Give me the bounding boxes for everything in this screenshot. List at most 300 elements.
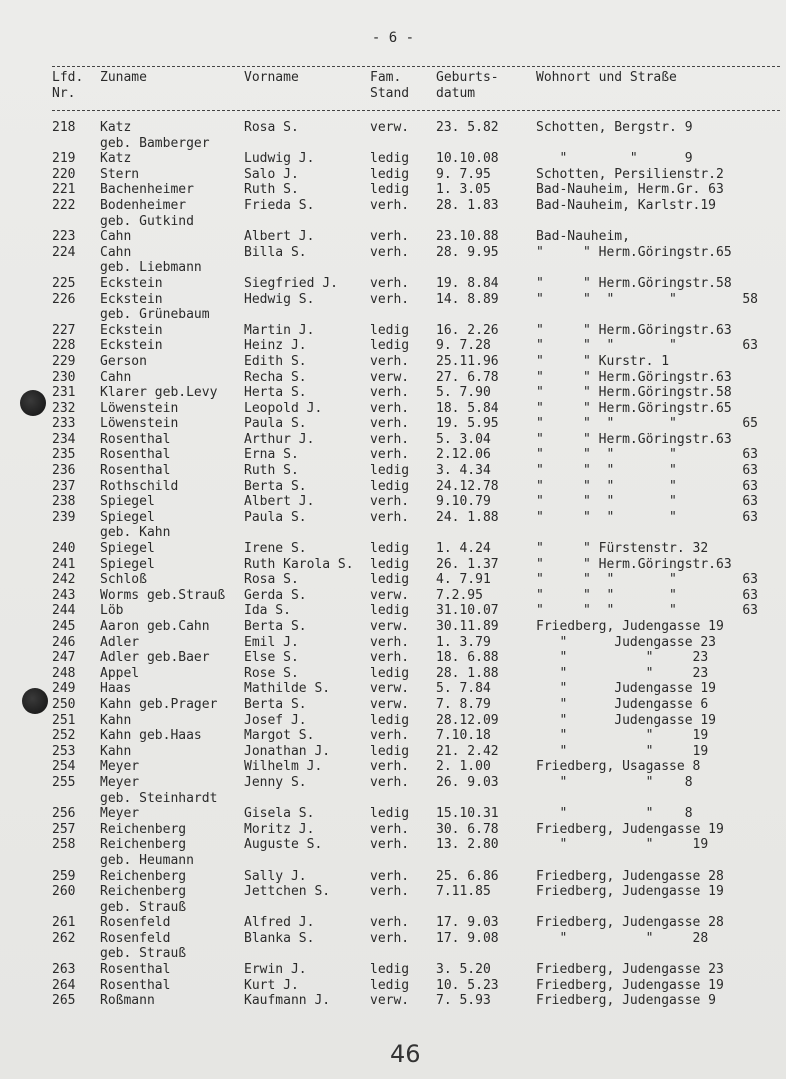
cell-zuname: Spiegel <box>100 494 155 510</box>
cell-nr: 237 <box>52 478 76 494</box>
table-row <box>0 198 786 214</box>
cell-geb: 10. 5.23 <box>436 977 499 993</box>
cell-nr: 255 <box>52 774 76 790</box>
cell-zuname: geb. Heumann <box>100 852 194 868</box>
cell-wohnort: Schotten, Bergstr. 9 <box>536 120 693 135</box>
cell-zuname: Spiegel <box>100 509 155 525</box>
table-row <box>0 791 786 807</box>
cell-wohnort: " " " " <box>536 478 677 494</box>
cell-nr: 225 <box>52 275 76 291</box>
cell-geb: 7.11.85 <box>436 884 491 900</box>
cell-no: 58 <box>742 291 758 307</box>
table-row <box>0 853 786 869</box>
table-row <box>0 323 786 339</box>
cell-nr: 241 <box>52 556 76 572</box>
table-row <box>0 884 786 900</box>
table-row <box>0 229 786 245</box>
header-fam-1: Fam. <box>370 70 402 85</box>
cell-vorname: Rosa S. <box>244 120 299 135</box>
table-row <box>0 837 786 853</box>
table-row <box>0 167 786 183</box>
cell-vorname: Gisela S. <box>244 806 315 822</box>
header-nr-1: Lfd. <box>52 70 84 85</box>
table-row <box>0 713 786 729</box>
cell-zuname: Cahn <box>100 369 132 385</box>
cell-geb: 25. 6.86 <box>436 868 499 884</box>
cell-nr: 223 <box>52 229 76 245</box>
cell-vorname: Berta S. <box>244 478 307 494</box>
cell-geb: 30. 6.78 <box>436 821 499 837</box>
header-fam-2: Stand <box>370 86 410 101</box>
cell-wohnort: " " " " <box>536 447 677 463</box>
cell-fam: verw. <box>370 120 410 135</box>
cell-geb: 28.12.09 <box>436 712 499 728</box>
header-wohnort: Wohnort und Straße <box>536 70 677 85</box>
cell-geb: 5. 7.84 <box>436 681 491 697</box>
cell-fam: verh. <box>370 385 410 401</box>
cell-fam: ledig <box>370 665 410 681</box>
cell-geb: 5. 3.04 <box>436 431 491 447</box>
cell-geb: 16. 2.26 <box>436 322 499 338</box>
cell-fam: verh. <box>370 509 410 525</box>
cell-geb: 19. 8.84 <box>436 275 499 291</box>
cell-wohnort: Friedberg, Usagasse 8 <box>536 759 701 775</box>
cell-wohnort: " " " " <box>536 572 677 588</box>
cell-wohnort: " " Herm.Göringstr.65 <box>536 244 732 260</box>
cell-vorname: Jonathan J. <box>244 743 331 759</box>
cell-no: 63 <box>742 478 758 494</box>
cell-geb: 23.10.88 <box>436 229 499 245</box>
table-row <box>0 370 786 386</box>
cell-vorname: Gerda S. <box>244 587 307 603</box>
header-nr-2: Nr. <box>52 86 76 101</box>
cell-zuname: geb. Bamberger <box>100 135 210 151</box>
cell-geb: 15.10.31 <box>436 806 499 822</box>
cell-wohnort: Friedberg, Judengasse 19 <box>536 821 724 837</box>
cell-wohnort: " " 9 <box>536 151 693 167</box>
cell-geb: 9. 7.28 <box>436 338 491 354</box>
cell-wohnort: " " " " <box>536 603 677 619</box>
cell-fam: verh. <box>370 868 410 884</box>
cell-wohnort: " Judengasse 23 <box>536 634 717 650</box>
cell-vorname: Jettchen S. <box>244 884 331 900</box>
cell-zuname: Katz <box>100 120 132 135</box>
cell-fam: ledig <box>370 572 410 588</box>
table-row <box>0 697 786 713</box>
cell-fam: verh. <box>370 291 410 307</box>
cell-wohnort: " " " " <box>536 463 677 479</box>
table-row <box>0 510 786 526</box>
cell-nr: 244 <box>52 603 76 619</box>
cell-fam: verh. <box>370 244 410 260</box>
cell-nr: 262 <box>52 930 76 946</box>
cell-nr: 219 <box>52 151 76 167</box>
cell-zuname: geb. Strauß <box>100 946 187 962</box>
cell-geb: 7.2.95 <box>436 587 483 603</box>
cell-fam: verw. <box>370 619 410 634</box>
cell-wohnort: " Judengasse 19 <box>536 681 717 697</box>
cell-fam: verw. <box>370 993 410 1009</box>
cell-geb: 5. 7.90 <box>436 385 491 401</box>
cell-zuname: Löwenstein <box>100 416 179 432</box>
cell-wohnort: " Judengasse 6 <box>536 696 709 712</box>
cell-vorname: Salo J. <box>244 166 299 182</box>
cell-fam: verh. <box>370 930 410 946</box>
cell-fam: verh. <box>370 884 410 900</box>
cell-zuname: Reichenberg <box>100 821 187 837</box>
cell-zuname: geb. Strauß <box>100 899 187 915</box>
cell-nr: 247 <box>52 650 76 666</box>
cell-nr: 264 <box>52 977 76 993</box>
header-zuname: Zuname <box>100 70 147 85</box>
cell-nr: 249 <box>52 681 76 697</box>
cell-vorname: Auguste S. <box>244 837 323 853</box>
table-row <box>0 416 786 432</box>
cell-vorname: Berta S. <box>244 696 307 712</box>
cell-fam: ledig <box>370 478 410 494</box>
cell-geb: 28. 1.83 <box>436 197 499 213</box>
cell-fam: ledig <box>370 182 410 198</box>
table-row <box>0 307 786 323</box>
cell-vorname: Wilhelm J. <box>244 759 323 775</box>
cell-wohnort: Friedberg, Judengasse 19 <box>536 977 724 993</box>
cell-geb: 13. 2.80 <box>436 837 499 853</box>
cell-wohnort: " " Herm.Göringstr.58 <box>536 385 732 401</box>
table-row <box>0 822 786 838</box>
cell-geb: 4. 7.91 <box>436 572 491 588</box>
cell-geb: 3. 4.34 <box>436 463 491 479</box>
cell-vorname: Margot S. <box>244 728 315 744</box>
cell-vorname: Rose S. <box>244 665 299 681</box>
cell-zuname: Stern <box>100 166 140 182</box>
cell-no: 65 <box>742 416 758 432</box>
cell-nr: 251 <box>52 712 76 728</box>
cell-wohnort: " " 19 <box>536 743 709 759</box>
cell-vorname: Recha S. <box>244 369 307 385</box>
cell-zuname: Löwenstein <box>100 400 179 416</box>
table-body <box>0 120 786 1009</box>
table-row <box>0 603 786 619</box>
cell-geb: 2. 1.00 <box>436 759 491 775</box>
cell-zuname: Rosenfeld <box>100 915 171 931</box>
cell-zuname: Appel <box>100 665 140 681</box>
cell-fam: ledig <box>370 166 410 182</box>
cell-nr: 250 <box>52 696 76 712</box>
cell-geb: 2.12.06 <box>436 447 491 463</box>
cell-zuname: Kahn <box>100 712 132 728</box>
cell-geb: 17. 9.03 <box>436 915 499 931</box>
cell-vorname: Jenny S. <box>244 774 307 790</box>
cell-vorname: Paula S. <box>244 416 307 432</box>
cell-zuname: Katz <box>100 151 132 167</box>
header-vorname: Vorname <box>244 70 299 85</box>
cell-geb: 7. 5.93 <box>436 993 491 1009</box>
cell-vorname: Ludwig J. <box>244 151 315 167</box>
cell-zuname: Rothschild <box>100 478 179 494</box>
cell-zuname: geb. Kahn <box>100 525 171 541</box>
cell-nr: 224 <box>52 244 76 260</box>
cell-geb: 1. 4.24 <box>436 541 491 557</box>
cell-wohnort: Schotten, Persilienstr.2 <box>536 166 724 182</box>
cell-vorname: Kurt J. <box>244 977 299 993</box>
cell-zuname: Rosenthal <box>100 977 171 993</box>
cell-no: 63 <box>742 603 758 619</box>
cell-zuname: Kahn geb.Prager <box>100 696 218 712</box>
cell-wohnort: " " " " <box>536 509 677 525</box>
cell-vorname: Ruth S. <box>244 463 299 479</box>
table-row <box>0 915 786 931</box>
cell-fam: ledig <box>370 712 410 728</box>
cell-geb: 3. 5.20 <box>436 962 491 978</box>
cell-vorname: Emil J. <box>244 634 299 650</box>
cell-zuname: Roßmann <box>100 993 155 1009</box>
cell-wohnort: " " " " <box>536 587 677 603</box>
cell-vorname: Edith S. <box>244 353 307 369</box>
cell-fam: verh. <box>370 447 410 463</box>
cell-nr: 259 <box>52 868 76 884</box>
cell-geb: 26. 9.03 <box>436 774 499 790</box>
cell-vorname: Ida S. <box>244 603 291 619</box>
cell-wohnort: Bad-Nauheim, Karlstr.19 <box>536 197 717 213</box>
table-row <box>0 666 786 682</box>
cell-fam: verw. <box>370 681 410 697</box>
cell-geb: 9.10.79 <box>436 494 491 510</box>
cell-vorname: Rosa S. <box>244 572 299 588</box>
cell-zuname: Spiegel <box>100 556 155 572</box>
table-row <box>0 900 786 916</box>
table-row <box>0 557 786 573</box>
cell-geb: 24. 1.88 <box>436 509 499 525</box>
cell-nr: 226 <box>52 291 76 307</box>
table-row <box>0 775 786 791</box>
cell-nr: 253 <box>52 743 76 759</box>
cell-fam: ledig <box>370 806 410 822</box>
header-geb-2: datum <box>436 86 476 101</box>
cell-vorname: Erna S. <box>244 447 299 463</box>
table-row <box>0 401 786 417</box>
cell-geb: 28. 1.88 <box>436 665 499 681</box>
table-row <box>0 962 786 978</box>
cell-zuname: Meyer <box>100 806 140 822</box>
table-header <box>0 70 786 108</box>
cell-no: 63 <box>742 463 758 479</box>
table-row <box>0 120 786 136</box>
table-row <box>0 728 786 744</box>
cell-zuname: Spiegel <box>100 541 155 557</box>
cell-zuname: Gerson <box>100 353 147 369</box>
cell-no: 63 <box>742 587 758 603</box>
table-row <box>0 214 786 230</box>
cell-nr: 243 <box>52 587 76 603</box>
table-row <box>0 432 786 448</box>
table-row <box>0 260 786 276</box>
table-row <box>0 494 786 510</box>
cell-nr: 265 <box>52 993 76 1009</box>
cell-zuname: Klarer geb.Levy <box>100 385 218 401</box>
cell-nr: 261 <box>52 915 76 931</box>
cell-zuname: Adler geb.Baer <box>100 650 210 666</box>
cell-fam: verh. <box>370 759 410 775</box>
cell-nr: 222 <box>52 197 76 213</box>
cell-zuname: Aaron geb.Cahn <box>100 619 210 634</box>
cell-zuname: Cahn <box>100 244 132 260</box>
cell-geb: 10.10.08 <box>436 151 499 167</box>
cell-fam: verh. <box>370 728 410 744</box>
cell-vorname: Billa S. <box>244 244 307 260</box>
cell-zuname: Bachenheimer <box>100 182 194 198</box>
cell-wohnort: " " Fürstenstr. 32 <box>536 541 709 557</box>
cell-zuname: Rosenthal <box>100 447 171 463</box>
cell-wohnort: " " Herm.Göringstr.63 <box>536 369 732 385</box>
cell-nr: 245 <box>52 619 76 634</box>
cell-zuname: Eckstein <box>100 275 163 291</box>
cell-wohnort: " " 19 <box>536 728 709 744</box>
cell-zuname: Haas <box>100 681 132 697</box>
cell-vorname: Alfred J. <box>244 915 315 931</box>
cell-nr: 233 <box>52 416 76 432</box>
cell-no: 63 <box>742 572 758 588</box>
cell-wohnort: Friedberg, Judengasse 19 <box>536 619 724 634</box>
table-row <box>0 245 786 261</box>
cell-wohnort: " " Kurstr. 1 <box>536 353 670 369</box>
cell-geb: 26. 1.37 <box>436 556 499 572</box>
cell-geb: 21. 2.42 <box>436 743 499 759</box>
cell-vorname: Ruth Karola S. <box>244 556 354 572</box>
cell-vorname: Josef J. <box>244 712 307 728</box>
table-row <box>0 572 786 588</box>
cell-zuname: Rosenthal <box>100 431 171 447</box>
cell-wohnort: " " Herm.Göringstr.63 <box>536 431 732 447</box>
cell-fam: verh. <box>370 353 410 369</box>
cell-geb: 24.12.78 <box>436 478 499 494</box>
cell-zuname: Worms geb.Strauß <box>100 587 226 603</box>
cell-nr: 248 <box>52 665 76 681</box>
cell-wohnort: " " 19 <box>536 837 709 853</box>
cell-fam: ledig <box>370 977 410 993</box>
table-row <box>0 447 786 463</box>
table-row <box>0 978 786 994</box>
cell-wohnort: Friedberg, Judengasse 28 <box>536 915 724 931</box>
cell-nr: 239 <box>52 509 76 525</box>
cell-fam: ledig <box>370 541 410 557</box>
cell-vorname: Moritz J. <box>244 821 315 837</box>
cell-vorname: Herta S. <box>244 385 307 401</box>
cell-wohnort: " " " " <box>536 494 677 510</box>
punch-hole <box>20 390 46 416</box>
cell-nr: 252 <box>52 728 76 744</box>
cell-nr: 238 <box>52 494 76 510</box>
cell-geb: 18. 5.84 <box>436 400 499 416</box>
cell-vorname: Ruth S. <box>244 182 299 198</box>
cell-nr: 260 <box>52 884 76 900</box>
cell-geb: 7. 8.79 <box>436 696 491 712</box>
cell-fam: ledig <box>370 603 410 619</box>
cell-vorname: Kaufmann J. <box>244 993 331 1009</box>
header-rule-top <box>52 66 780 67</box>
cell-vorname: Siegfried J. <box>244 275 338 291</box>
cell-wohnort: " " " " <box>536 291 677 307</box>
cell-nr: 256 <box>52 806 76 822</box>
cell-nr: 258 <box>52 837 76 853</box>
cell-geb: 25.11.96 <box>436 353 499 369</box>
cell-zuname: Kahn geb.Haas <box>100 728 202 744</box>
cell-geb: 7.10.18 <box>436 728 491 744</box>
cell-nr: 218 <box>52 120 76 135</box>
header-geb-1: Geburts- <box>436 70 499 85</box>
cell-nr: 231 <box>52 385 76 401</box>
cell-fam: verh. <box>370 837 410 853</box>
cell-fam: verh. <box>370 431 410 447</box>
cell-wohnort: Friedberg, Judengasse 19 <box>536 884 724 900</box>
cell-vorname: Frieda S. <box>244 197 315 213</box>
cell-geb: 30.11.89 <box>436 619 499 634</box>
cell-vorname: Heinz J. <box>244 338 307 354</box>
cell-nr: 221 <box>52 182 76 198</box>
cell-wohnort: Friedberg, Judengasse 28 <box>536 868 724 884</box>
cell-zuname: Kahn <box>100 743 132 759</box>
table-row <box>0 588 786 604</box>
cell-fam: ledig <box>370 743 410 759</box>
cell-nr: 254 <box>52 759 76 775</box>
cell-geb: 14. 8.89 <box>436 291 499 307</box>
cell-zuname: Reichenberg <box>100 868 187 884</box>
cell-no: 63 <box>742 338 758 354</box>
cell-geb: 17. 9.08 <box>436 930 499 946</box>
table-row <box>0 354 786 370</box>
cell-vorname: Irene S. <box>244 541 307 557</box>
page-number-top: - 6 - <box>371 30 415 46</box>
cell-nr: 230 <box>52 369 76 385</box>
cell-wohnort: " " 28 <box>536 930 709 946</box>
table-row <box>0 136 786 152</box>
cell-zuname: Eckstein <box>100 291 163 307</box>
cell-nr: 257 <box>52 821 76 837</box>
cell-wohnort: " " " " <box>536 338 677 354</box>
table-row <box>0 993 786 1009</box>
cell-fam: verw. <box>370 587 410 603</box>
cell-fam: ledig <box>370 151 410 167</box>
cell-geb: 9. 7.95 <box>436 166 491 182</box>
table-row <box>0 946 786 962</box>
cell-vorname: Martin J. <box>244 322 315 338</box>
table-row <box>0 681 786 697</box>
cell-zuname: Adler <box>100 634 140 650</box>
cell-geb: 18. 6.88 <box>436 650 499 666</box>
table-row <box>0 525 786 541</box>
cell-wohnort: " " Herm.Göringstr.63 <box>536 556 732 572</box>
cell-fam: ledig <box>370 463 410 479</box>
cell-vorname: Leopold J. <box>244 400 323 416</box>
cell-zuname: Rosenfeld <box>100 930 171 946</box>
cell-nr: 232 <box>52 400 76 416</box>
table-row <box>0 541 786 557</box>
cell-wohnort: " " Herm.Göringstr.65 <box>536 400 732 416</box>
cell-zuname: Rosenthal <box>100 962 171 978</box>
cell-zuname: geb. Gutkind <box>100 213 194 229</box>
cell-wohnort: " " 8 <box>536 774 693 790</box>
cell-wohnort: Friedberg, Judengasse 23 <box>536 962 724 978</box>
cell-nr: 229 <box>52 353 76 369</box>
cell-zuname: geb. Liebmann <box>100 260 202 276</box>
cell-zuname: Bodenheimer <box>100 197 187 213</box>
cell-vorname: Paula S. <box>244 509 307 525</box>
cell-fam: ledig <box>370 962 410 978</box>
table-row <box>0 182 786 198</box>
cell-nr: 220 <box>52 166 76 182</box>
cell-fam: verh. <box>370 821 410 837</box>
cell-zuname: Löb <box>100 603 124 619</box>
cell-no: 63 <box>742 509 758 525</box>
